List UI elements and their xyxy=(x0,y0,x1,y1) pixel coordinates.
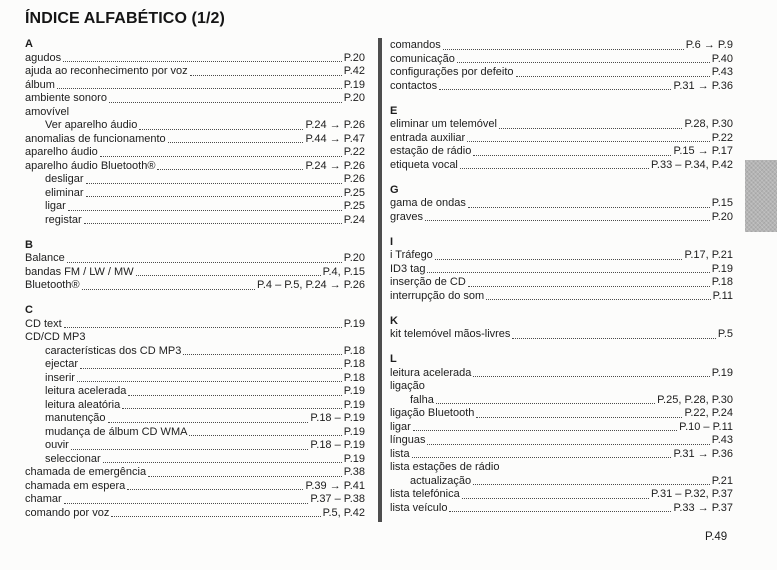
entry-page-reference: P.22, P.24 xyxy=(684,407,733,419)
index-subentry xyxy=(25,200,365,214)
index-entry xyxy=(390,118,733,132)
dot-leader xyxy=(86,196,342,197)
entry-page-reference: P.19 xyxy=(343,317,365,330)
section-letter-heading: C xyxy=(25,304,33,316)
entry-term: amovível xyxy=(25,105,70,118)
entry-term: seleccionar xyxy=(45,452,101,465)
entry-term: actualização xyxy=(410,474,472,487)
dot-leader xyxy=(449,511,671,512)
entry-page-reference: P.33 – P.34, P.42 xyxy=(651,158,733,171)
entry-term: entrada auxiliar xyxy=(390,131,466,144)
index-entry xyxy=(390,39,733,53)
dot-leader xyxy=(71,449,309,450)
dot-leader xyxy=(427,272,709,273)
dot-leader xyxy=(499,128,682,129)
entry-term: etiqueta vocal xyxy=(390,158,458,171)
index-entry xyxy=(390,211,733,225)
entry-term: chamada em espera xyxy=(25,479,126,492)
dot-leader xyxy=(80,368,342,369)
section-letter-heading: G xyxy=(390,183,399,196)
index-entry xyxy=(390,197,733,211)
entry-page-reference: P.4, P.15 xyxy=(322,265,365,278)
entry-page-reference: P.26 xyxy=(343,173,365,185)
entry-term: comando por voz xyxy=(25,506,110,519)
entry-term: i Tráfego xyxy=(390,249,433,261)
entry-page-reference: P.19 xyxy=(343,398,365,411)
index-subentry xyxy=(25,453,365,467)
dot-leader xyxy=(189,435,341,436)
entry-term: anomalias de funcionamento xyxy=(25,132,166,145)
index-subentry xyxy=(25,173,365,187)
dot-leader xyxy=(427,444,709,445)
index-entry xyxy=(390,328,733,342)
section-letter-heading: B xyxy=(25,238,33,251)
entry-term: lista telefónica xyxy=(390,488,460,500)
index-subentry xyxy=(25,399,365,413)
index-entry xyxy=(25,493,365,507)
entry-page-reference: P.17, P.21 xyxy=(684,249,733,261)
entry-page-reference: P.19 xyxy=(711,366,733,379)
index-entry xyxy=(25,92,365,106)
dot-leader xyxy=(57,88,342,89)
entry-page-reference: P.5, P.42 xyxy=(322,506,365,519)
entry-page-reference: P.33 → P.37 xyxy=(673,501,733,514)
entry-term: leitura acelerada xyxy=(390,366,472,379)
dot-leader xyxy=(109,102,342,103)
section-letter-heading: L xyxy=(390,353,397,365)
dot-leader xyxy=(67,262,342,263)
index-column-right xyxy=(390,39,733,515)
entry-term: línguas xyxy=(390,434,426,446)
dot-leader xyxy=(183,354,341,355)
dot-leader xyxy=(473,376,709,377)
section-letter-heading: A xyxy=(25,38,33,50)
entry-page-reference: P.40 xyxy=(711,52,733,65)
entry-page-reference: P.42 xyxy=(343,65,365,77)
dot-leader xyxy=(473,155,671,156)
entry-term: falha xyxy=(410,393,434,406)
section-letter-heading: K xyxy=(390,314,398,327)
entry-page-reference: P.18 xyxy=(343,371,365,384)
entry-page-reference: P.18 – P.19 xyxy=(310,412,365,424)
index-subentry xyxy=(390,475,733,489)
entry-term: leitura aleatória xyxy=(45,398,121,411)
index-entry xyxy=(25,252,365,266)
entry-page-reference: P.43 xyxy=(711,66,733,78)
dot-leader xyxy=(64,503,309,504)
index-letter-group xyxy=(25,238,365,293)
dot-leader xyxy=(63,61,342,62)
index-subentry xyxy=(25,119,365,133)
index-subentry xyxy=(25,358,365,372)
dot-leader xyxy=(468,286,710,287)
entry-term: características dos CD MP3 xyxy=(45,344,182,357)
index-letter-group xyxy=(390,352,733,515)
section-thumb-tab xyxy=(745,160,777,232)
entry-page-reference: P.38 xyxy=(343,466,365,478)
dot-leader xyxy=(82,289,255,290)
dot-leader xyxy=(436,403,655,404)
index-entry xyxy=(390,488,733,502)
dot-leader xyxy=(64,327,342,328)
index-entry xyxy=(25,318,365,332)
entry-page-reference: P.19 xyxy=(343,425,365,438)
index-entry xyxy=(390,421,733,435)
index-subentry xyxy=(390,394,733,408)
index-entry xyxy=(390,249,733,263)
index-letter-group xyxy=(390,183,733,225)
index-entry xyxy=(25,133,365,147)
index-letter-group xyxy=(390,235,733,304)
entry-page-reference: P.25 xyxy=(343,200,365,212)
entry-page-reference: P.18 xyxy=(711,276,733,288)
entry-term: chamada de emergência xyxy=(25,466,147,478)
entry-page-reference: P.19 xyxy=(343,452,365,465)
section-letter-heading: E xyxy=(390,104,398,117)
index-column-left xyxy=(25,37,365,520)
entry-term: lista veículo xyxy=(390,501,448,514)
entry-page-reference: P.5 xyxy=(717,328,733,340)
index-entry xyxy=(390,66,733,80)
entry-term: configurações por defeito xyxy=(390,66,514,78)
dot-leader xyxy=(435,259,683,260)
entry-term: ejectar xyxy=(45,358,79,370)
entry-term: Ver aparelho áudio xyxy=(45,119,138,131)
dot-leader xyxy=(516,76,710,77)
index-entry xyxy=(390,159,733,173)
dot-leader xyxy=(148,476,342,477)
section-letter-heading: I xyxy=(390,235,394,248)
index-letter-group xyxy=(390,314,733,342)
entry-term: leitura acelerada xyxy=(45,385,127,397)
dot-leader xyxy=(103,462,342,463)
entry-term: ligação Bluetooth xyxy=(390,407,475,419)
entry-term: CD/CD MP3 xyxy=(25,331,86,343)
index-entry xyxy=(390,448,733,462)
entry-term: comandos xyxy=(390,39,441,51)
index-letter-group xyxy=(390,39,733,93)
index-subentry xyxy=(25,214,365,228)
dot-leader xyxy=(68,210,342,211)
index-entry xyxy=(390,132,733,146)
index-letter-group xyxy=(25,37,365,227)
entry-page-reference: P.24 xyxy=(343,213,365,226)
entry-page-reference: P.31 → P.36 xyxy=(673,447,733,460)
entry-term: interrupção do som xyxy=(390,289,485,302)
entry-term: registar xyxy=(45,213,82,226)
index-subentry xyxy=(25,187,365,201)
entry-page-reference: P.31 – P.32, P.37 xyxy=(651,488,733,500)
index-entry xyxy=(390,80,733,94)
entry-page-reference: P.25 xyxy=(343,186,365,199)
dot-leader xyxy=(84,223,342,224)
entry-term: álbum xyxy=(25,78,55,91)
index-entry xyxy=(390,461,733,475)
entry-term: mudança de álbum CD WMA xyxy=(45,425,188,438)
index-entry xyxy=(390,145,733,159)
entry-page-reference: P.18 xyxy=(343,344,365,357)
dot-leader xyxy=(476,417,682,418)
entry-page-reference: P.44 → P.47 xyxy=(305,132,365,145)
entry-term: comunicação xyxy=(390,52,455,65)
entry-page-reference: P.18 xyxy=(343,358,365,370)
entry-page-reference: P.43 xyxy=(711,434,733,446)
index-entry xyxy=(25,466,365,480)
index-entry xyxy=(25,160,365,174)
entry-term: eliminar um telemóvel xyxy=(390,118,497,130)
index-entry xyxy=(25,65,365,79)
entry-page-reference: P.20 xyxy=(711,210,733,223)
entry-term: agudos xyxy=(25,51,62,64)
dot-leader xyxy=(512,338,715,339)
dot-leader xyxy=(457,62,710,63)
entry-term: inserção de CD xyxy=(390,276,466,288)
index-subentry xyxy=(25,385,365,399)
entry-page-reference: P.11 xyxy=(712,289,733,302)
entry-term: kit telemóvel mãos-livres xyxy=(390,328,511,340)
dot-leader xyxy=(108,422,309,423)
dot-leader xyxy=(111,516,320,517)
dot-leader xyxy=(439,89,671,90)
entry-page-reference: P.20 xyxy=(343,51,365,64)
entry-term: lista xyxy=(390,447,410,460)
dot-leader xyxy=(157,169,303,170)
dot-leader xyxy=(139,129,303,130)
dot-leader xyxy=(462,498,649,499)
index-subentry xyxy=(25,412,365,426)
entry-term: aparelho áudio xyxy=(25,146,98,158)
entry-term: bandas FM / LW / MW xyxy=(25,265,134,278)
dot-leader xyxy=(190,75,342,76)
entry-page-reference: P.19 xyxy=(343,385,365,397)
column-divider-bar xyxy=(378,38,382,522)
index-subentry xyxy=(25,439,365,453)
entry-page-reference: P.19 xyxy=(711,262,733,275)
entry-term: gama de ondas xyxy=(390,197,466,209)
page-title: ÍNDICE ALFABÉTICO (1/2) xyxy=(25,10,225,27)
dot-leader xyxy=(127,489,303,490)
index-entry xyxy=(25,106,365,120)
dot-leader xyxy=(467,141,710,142)
entry-term: manutenção xyxy=(45,412,106,424)
dot-leader xyxy=(86,183,342,184)
index-entry xyxy=(390,434,733,448)
entry-term: desligar xyxy=(45,173,84,185)
index-letter-group xyxy=(390,104,733,173)
entry-term: chamar xyxy=(25,493,62,505)
index-entry xyxy=(390,276,733,290)
dot-leader xyxy=(100,156,342,157)
index-letter-group xyxy=(25,303,365,520)
index-entry xyxy=(390,290,733,304)
dot-leader xyxy=(443,49,684,50)
entry-page-reference: P.39 → P.41 xyxy=(305,479,365,492)
index-entry xyxy=(390,53,733,67)
index-entry xyxy=(25,279,365,293)
entry-page-reference: P.20 xyxy=(343,252,365,264)
entry-page-reference: P.15 xyxy=(711,197,733,209)
dot-leader xyxy=(168,142,304,143)
entry-term: estação de rádio xyxy=(390,145,472,157)
entry-term: ambiente sonoro xyxy=(25,92,107,104)
index-entry xyxy=(390,407,733,421)
dot-leader xyxy=(412,457,672,458)
index-entry xyxy=(390,502,733,516)
index-entry xyxy=(25,146,365,160)
entry-page-reference: P.25, P.28, P.30 xyxy=(657,393,733,406)
entry-page-reference: P.24 → P.26 xyxy=(305,159,365,172)
entry-term: ligar xyxy=(390,420,411,433)
index-subentry xyxy=(25,372,365,386)
entry-term: contactos xyxy=(390,79,438,92)
dot-leader xyxy=(128,395,341,396)
entry-term: ligação xyxy=(390,380,425,392)
dot-leader xyxy=(413,430,677,431)
entry-page-reference: P.20 xyxy=(343,92,365,104)
entry-page-reference: P.31 → P.36 xyxy=(673,79,733,92)
entry-term: aparelho áudio Bluetooth® xyxy=(25,159,156,172)
entry-page-reference: P.19 xyxy=(343,78,365,91)
entry-term: Bluetooth® xyxy=(25,279,80,291)
index-entry xyxy=(390,380,733,394)
entry-page-reference: P.21 xyxy=(711,474,733,487)
entry-term: ouvir xyxy=(45,439,69,451)
entry-page-reference: P.22 xyxy=(711,131,733,144)
entry-page-reference: P.24 → P.26 xyxy=(305,119,365,131)
index-entry xyxy=(25,52,365,66)
entry-page-reference: P.22 xyxy=(343,146,365,158)
index-subentry xyxy=(25,345,365,359)
entry-term: ID3 tag xyxy=(390,262,426,275)
dot-leader xyxy=(122,408,342,409)
dot-leader xyxy=(473,484,710,485)
index-subentry xyxy=(25,426,365,440)
entry-term: ligar xyxy=(45,200,66,212)
entry-term: inserir xyxy=(45,371,75,384)
entry-term: Balance xyxy=(25,252,65,264)
entry-page-reference: P.28, P.30 xyxy=(684,118,733,130)
dot-leader xyxy=(136,275,321,276)
entry-page-reference: P.10 – P.11 xyxy=(679,420,733,433)
index-entry xyxy=(25,331,365,345)
entry-page-reference: P.15 → P.17 xyxy=(673,145,733,157)
index-entry xyxy=(25,507,365,521)
dot-leader xyxy=(425,220,710,221)
index-entry xyxy=(390,367,733,381)
entry-term: eliminar xyxy=(45,186,84,199)
dot-leader xyxy=(486,299,710,300)
entry-page-reference: P.6 → P.9 xyxy=(685,39,733,51)
entry-term: lista estações de rádio xyxy=(390,461,500,473)
entry-term: CD text xyxy=(25,317,62,330)
dot-leader xyxy=(460,168,649,169)
dot-leader xyxy=(77,381,342,382)
index-entry xyxy=(25,79,365,93)
entry-page-reference: P.37 – P.38 xyxy=(310,493,365,505)
entry-page-reference: P.4 – P.5, P.24 → P.26 xyxy=(256,279,365,291)
entry-term: ajuda ao reconhecimento por voz xyxy=(25,65,188,77)
index-entry xyxy=(25,480,365,494)
index-entry xyxy=(25,266,365,280)
dot-leader xyxy=(468,207,710,208)
entry-page-reference: P.18 – P.19 xyxy=(310,439,365,451)
page-number: P.49 xyxy=(705,531,728,543)
index-entry xyxy=(390,263,733,277)
entry-term: graves xyxy=(390,210,424,223)
